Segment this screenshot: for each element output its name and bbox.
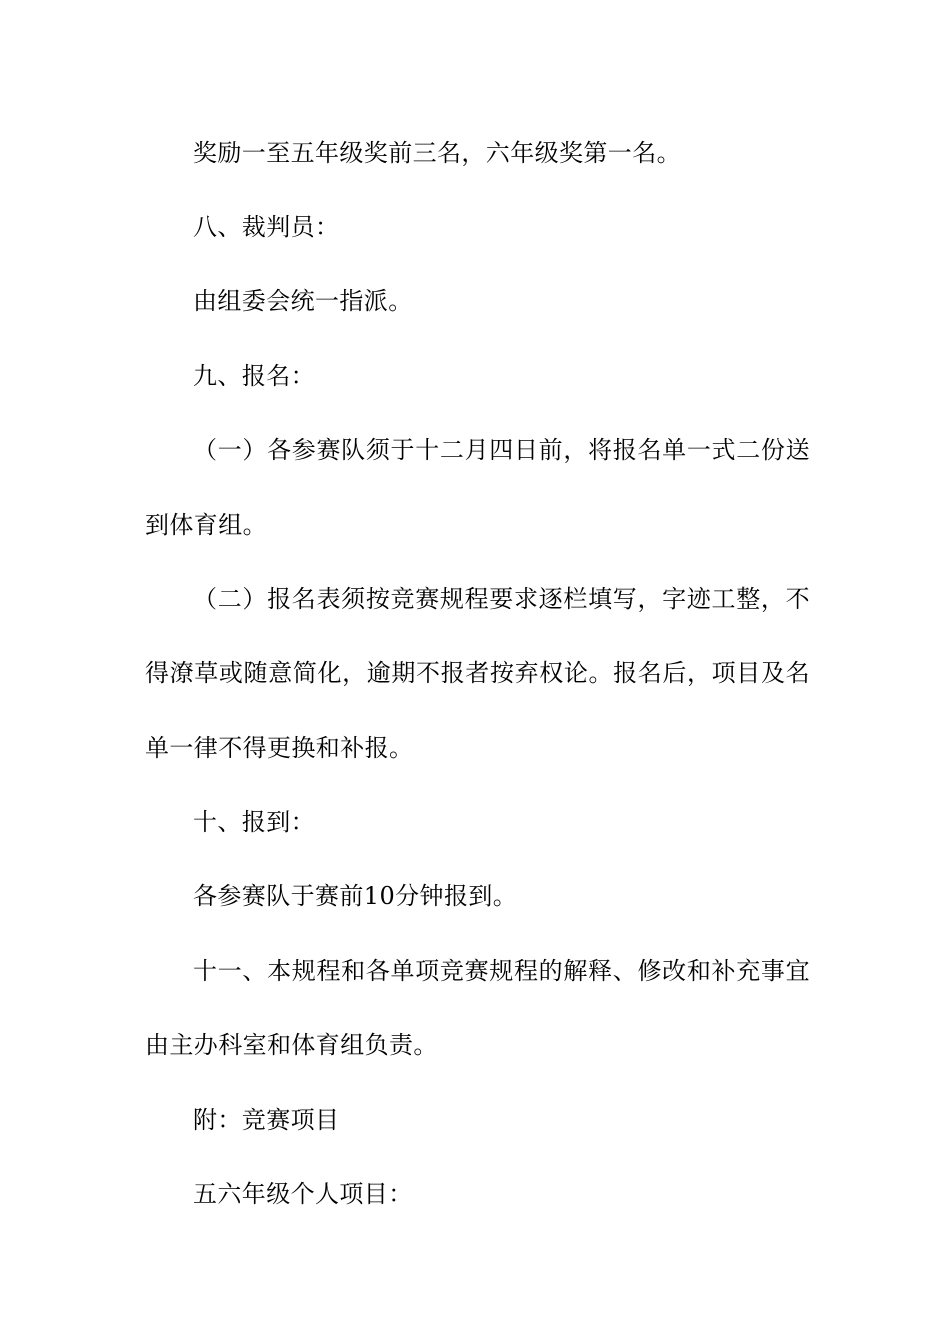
heading-referees: 八、裁判员： [193, 213, 340, 241]
paragraph-check-in: 各参赛队于赛前10分钟报到。 [193, 882, 518, 910]
appendix-title: 附：竞赛项目 [193, 1106, 340, 1134]
paragraph-registration-2-line-3: 单一律不得更换和补报。 [145, 734, 414, 762]
paragraph-rules-line-2: 由主办科室和体育组负责。 [145, 1031, 438, 1059]
paragraph-rules-line-1: 十一、本规程和各单项竞赛规程的解释、修改和补充事宜 [193, 957, 810, 985]
paragraph-referees: 由组委会统一指派。 [193, 287, 413, 315]
paragraph-registration-1-line-1: （一）各参赛队须于十二月四日前，将报名单一式二份送 [193, 436, 810, 464]
paragraph-registration-1-line-2: 到体育组。 [145, 511, 267, 539]
heading-registration: 九、报名： [193, 362, 315, 390]
paragraph-registration-2-line-1: （二）报名表须按竞赛规程要求逐栏填写，字迹工整，不 [193, 585, 810, 613]
paragraph-registration-2-line-2: 得潦草或随意简化，逾期不报者按弃权论。报名后，项目及名 [145, 659, 810, 687]
heading-check-in: 十、报到： [193, 808, 315, 836]
appendix-subtitle: 五六年级个人项目： [193, 1180, 413, 1208]
paragraph-award: 奖励一至五年级奖前三名，六年级奖第一名。 [193, 139, 681, 167]
